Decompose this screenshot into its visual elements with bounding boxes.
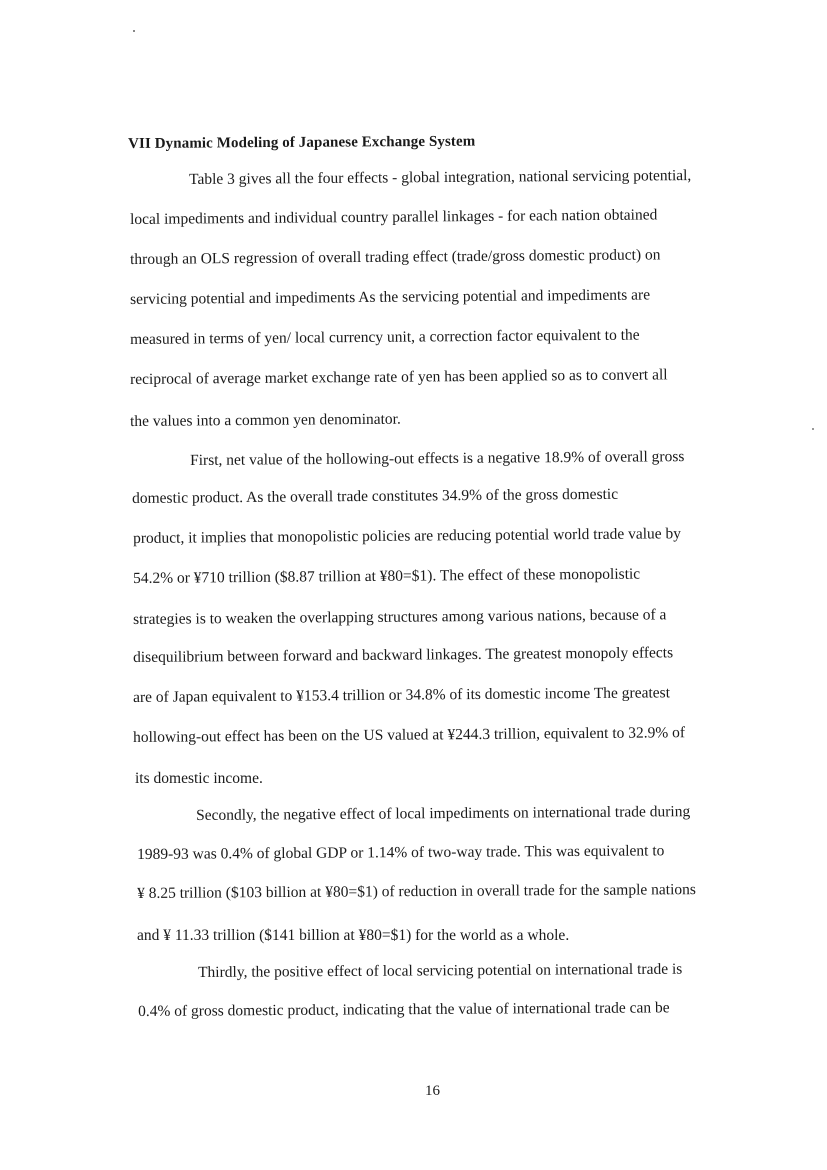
body-line: through an OLS regression of overall trading effect (trade/gross domestic product) on (130, 246, 661, 268)
body-line: domestic product. As the overall trade constitutes 34.9% of the gross domestic (132, 485, 619, 507)
body-line: ¥ 8.25 trillion ($103 billion at ¥80=$1) of reduction in overall trade for the sample nations (137, 881, 696, 902)
body-line: the values into a common yen denominator. (130, 410, 401, 430)
body-line: 0.4% of gross domestic product, indicating that the value of international trade can be (138, 999, 670, 1020)
body-line: are of Japan equivalent to ¥153.4 trillion or 34.8% of its domestic income The greatest (133, 684, 671, 706)
body-line: product, it implies that monopolistic policies are reducing potential world trade value by (133, 525, 682, 547)
body-line: strategies is to weaken the overlapping structures among various nations, because of a (133, 606, 667, 628)
body-line: Secondly, the negative effect of local impediments on international trade during (196, 803, 691, 824)
scan-speck (133, 30, 135, 32)
body-line: Thirdly, the positive effect of local servicing potential on international trade is (198, 960, 683, 981)
body-line: disequilibrium between forward and backward linkages. The greatest monopoly effects (133, 644, 674, 666)
scan-speck (812, 428, 814, 430)
page-number: 16 (425, 1083, 440, 1099)
body-line: Table 3 gives all the four effects - global integration, national servicing potential, (189, 167, 692, 188)
body-line: 1989-93 was 0.4% of global GDP or 1.14% of two-way trade. This was equivalent to (137, 842, 665, 863)
body-line: First, net value of the hollowing-out effects is a negative 18.9% of overall gross (190, 448, 685, 469)
body-line: 54.2% or ¥710 trillion ($8.87 trillion at ¥80=$1). The effect of these monopolistic (133, 565, 641, 587)
body-line: hollowing-out effect has been on the US valued at ¥244.3 trillion, equivalent to 32.9% of (133, 724, 686, 746)
body-line: reciprocal of average market exchange rate of yen has been applied so as to convert all (130, 366, 668, 388)
body-line: and ¥ 11.33 trillion ($141 billion at ¥80=$1) for the world as a whole. (137, 927, 570, 944)
section-title: VII Dynamic Modeling of Japanese Exchange System (128, 133, 476, 152)
body-line: measured in terms of yen/ local currency unit, a correction factor equivalent to the (130, 326, 640, 348)
body-line: local impediments and individual country parallel linkages - for each nation obtained (130, 206, 658, 228)
body-line: servicing potential and impediments As the servicing potential and impediments are (130, 286, 651, 308)
body-line: its domestic income. (135, 770, 263, 787)
